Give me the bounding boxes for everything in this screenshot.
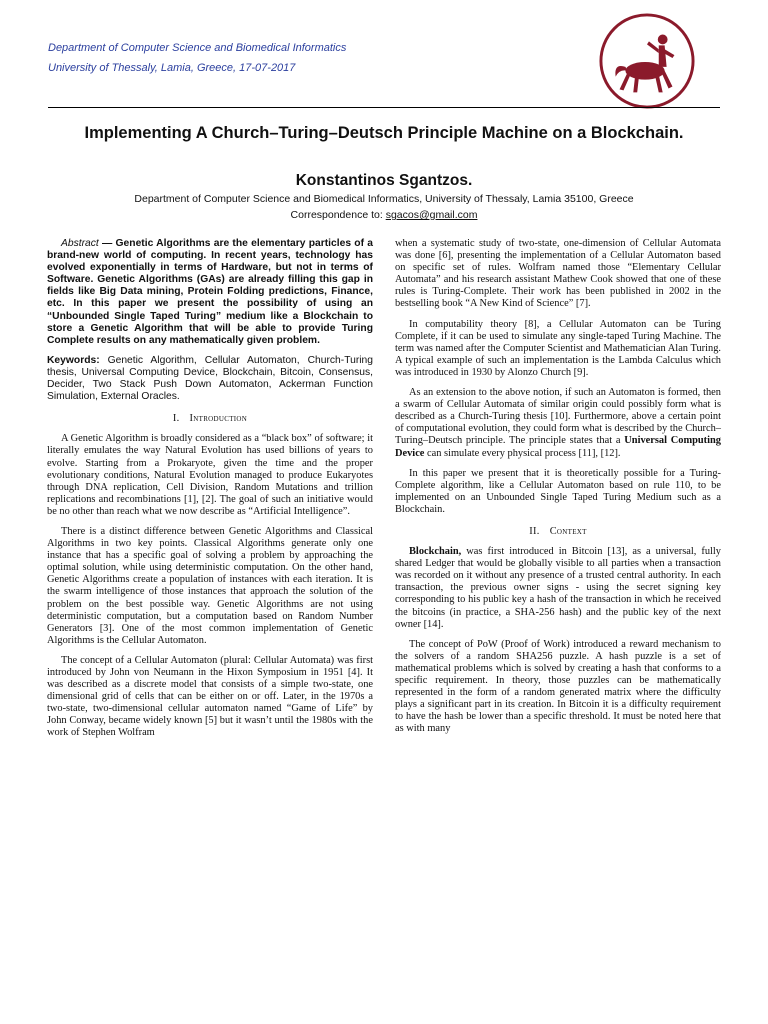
abstract-dash: — [98, 238, 116, 249]
correspondence-label: Correspondence to: [290, 209, 386, 221]
header-university-date: University of Thessaly, Lamia, Greece, 17-07-2017 [48, 62, 296, 74]
paragraph [395, 387, 721, 460]
paragraph: when a systematic study of two-state, one-dimension of Cellular Automata was done [6], presenting the implementation of a Cellular Automaton based on specific set of rules. Wolfram named those “Elementary Cellular Automata” and his research assistant Mathew Cook showed that one of these rules is Turing-Complete. Their work has been published in 2002 in the bestselling book “A New Kind of Science” [7]. [395, 238, 721, 310]
section-heading-introduction [47, 413, 373, 425]
paragraph: A Genetic Algorithm is broadly considered as a “black box” of software; it literally emulates the way Natural Evolution has used billions of years to evolve. Starting from a Prokaryote, given the time and the proper evolutionary conditions, Natural Evolution managed to produce Eukaryotes through DNA replication, Cell Division, Random Mutations and trillion replications and recombinations [1], [2]. The goal of such an initiative would be no other than reach what we now describe as “Artificial Intelligence”. [47, 433, 373, 517]
left-column [47, 238, 373, 748]
paragraph-text: As an extension to the above notion, if such an Automaton is formed, then a swarm of Cellular Automata of similar origin could possibly form what is described as a Church-Turing thesis [10]. Furthermore, above a certain point of computational evolution, they could form what is described by the Church–Turing–Deutsch principle. The principle states that a [395, 387, 721, 447]
keywords [47, 355, 373, 403]
paragraph: The concept of a Cellular Automaton (plural: Cellular Automata) was first introduced by John von Neumann in the Hixon Symposium in 1951 [4]. It was described as a discrete model that consists of a simple two-state, one dimensional grid of cells that can be either on or off. Later, in the 1970s a two-state, two-dimensional cellular automaton named “Game of Life” by John Conway, became widely known [5] but it wasn’t until the 1980s with the work of Stephen Wolfram [47, 654, 373, 739]
correspondence-email-link[interactable]: sgacos@gmail.com [385, 209, 478, 221]
bold-term: Universal Computing Device [395, 435, 722, 459]
paragraph: In computability theory [8], a Cellular Automaton can be Turing Complete, if it can be used to simulate any single-taped Turing Machine. The term was named after the Computer Scientist and Mathematician Alan Turing. A typical example of such an implementation is the Lambda Calculus which was introduced in 1930 by Alonzo Church [9]. [395, 318, 721, 378]
keywords-label: Keywords: [47, 354, 100, 366]
section-heading-context [395, 526, 721, 538]
paper-correspondence [20, 209, 748, 221]
section-title: Introduction [189, 413, 248, 425]
paragraph: In this paper we present that it is theoretically possible for a Turing-Complete algorithm, like a Cellular Automaton based on rule 110, to be implemented on an Unbounded Single Taped Turing Medium such as a Blockchain. [395, 467, 721, 515]
paragraph: The concept of PoW (Proof of Work) introduced a reward mechanism to the solvers of a random SHA256 puzzle. A hash puzzle is a set of mathematical problems which is solved by creating a hash that conforms to a specific requirement. In theory, those puzzles can be mathematically represented in the form of a random generated matrix where the difficulty plays a significant part in its creation. In Bitcoin it is a difficulty requirement to have the hash be lower than a specific threshold. It must be noted here that as with many [395, 638, 721, 735]
paragraph [395, 546, 721, 631]
paragraph: There is a distinct difference between Genetic Algorithms and Classical Algorithms in two key points. Classical Algorithms generate only one instance that has a specific goal of solving a problem by approaching the optimal solution, while using deterministic computation. On the other hand, Genetic Algorithms create a population of instances with each iteration. It is the swarm intelligence of those instances that approach the solution of the problem on the best possible way. Genetic Algorithms are not using deterministic computation, but a computation based on Random Number Generators [3]. One of the most common implementation of Genetic Algorithms is the Cellular Automaton. [47, 525, 373, 646]
centaur-seal-icon [598, 12, 696, 110]
paper-author: Konstantinos Sgantzos. [295, 172, 473, 189]
header-rule [48, 107, 720, 108]
abstract-text: Genetic Algorithms are the elementary particles of a brand-new world of computing. In recent years, technology has evolved exponentially in terms of Hardware, but not in terms of Software. Genetic Algorithms (GAs) are already filling this gap in fields like Big Data mining, Protein Folding predictions, Finance, etc. In this paper we present the possibility of using an “Unbounded Single Taped Turing” medium like a Blockchain to store a Genetic Algorithm that will be able to provide Turing Complete results on any mathematically given problem. [47, 238, 373, 346]
paragraph-text: can simulate every physical process [11], [12]. [424, 447, 621, 459]
section-number: II. [529, 525, 540, 537]
abstract [47, 238, 373, 347]
paper-affiliation: Department of Computer Science and Biomedical Informatics, University of Thessaly, Lamia 35100, Greece [134, 193, 634, 205]
header-department: Department of Computer Science and Biomedical Informatics [48, 42, 347, 54]
bold-term: Blockchain, [409, 546, 462, 558]
abstract-lead: Abstract [61, 238, 99, 249]
keywords-text: Genetic Algorithm, Cellular Automaton, Church-Turing thesis, Universal Computing Device, Blockchain, Bitcoin, Consensus, Decider, Two Stack Push Down Automaton, Ackerman Function Simulation, External Oracles. [47, 354, 373, 403]
paper-title: Implementing A Church–Turing–Deutsch Principle Machine on a Blockchain. [84, 124, 684, 142]
section-number: I. [172, 413, 180, 425]
section-title: Context [549, 525, 587, 537]
paragraph-text: was first introduced in Bitcoin [13], as a universal, fully shared Ledger that would be globally visible to all parties when a transaction was recorded on it without any presence of a trusted central authority. In each transaction, the previous owner signs - using the secret signing key corresponding to his public key a hash of the transaction in which he received the bitcoins (in practice, a SHA-256 hash) and the public key of the next owner [14]. [395, 546, 721, 630]
right-column [395, 238, 721, 743]
